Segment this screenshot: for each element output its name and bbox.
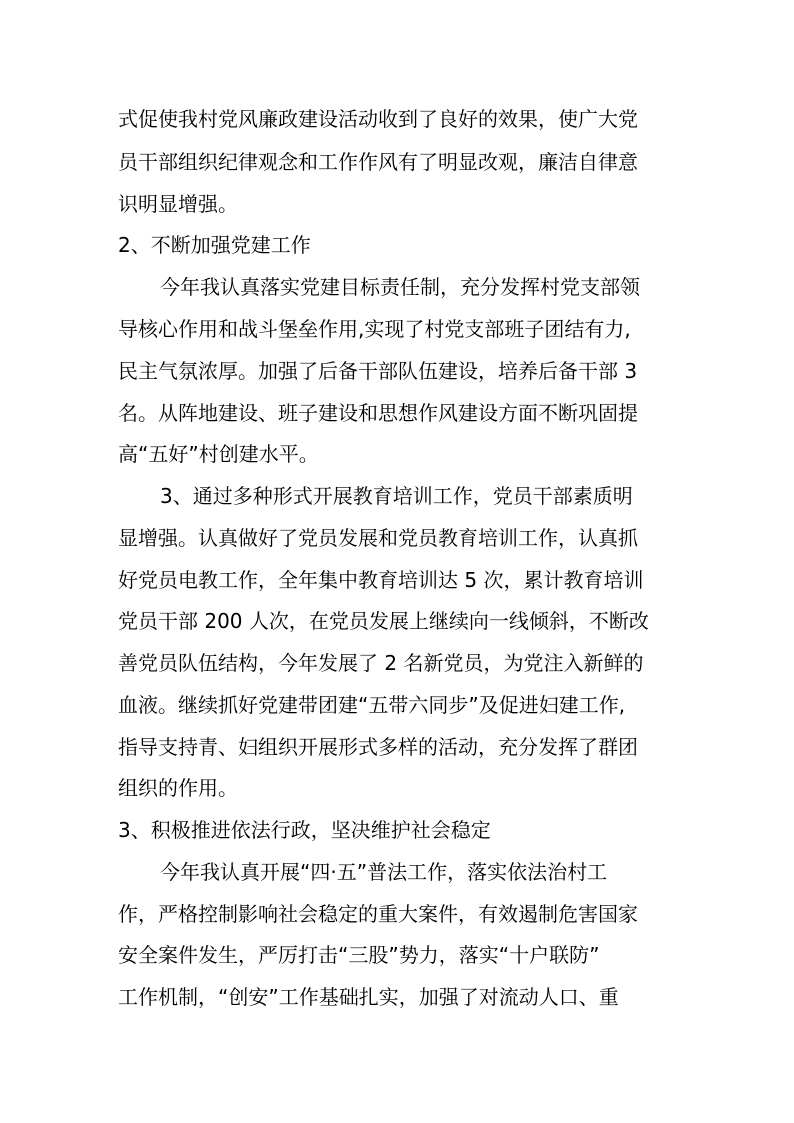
- text-line: 名。从阵地建设、班子建设和思想作风建设方面不断巩固提: [118, 401, 638, 425]
- text-line: 识明显增强。: [118, 192, 238, 216]
- text-line: 3、通过多种形式开展教育培训工作，党员干部素质明: [160, 484, 633, 508]
- text-line: 党员干部 200 人次，在党员发展上继续向一线倾斜，不断改: [118, 609, 649, 633]
- text-line: 组织的作用。: [118, 776, 238, 800]
- text-line: 作，严格控制影响社会稳定的重大案件，有效遏制危害国家: [118, 902, 638, 926]
- text-line: 民主气氛浓厚。加强了后备干部队伍建设，培养后备干部 3: [118, 359, 638, 383]
- text-line: 指导支持青、妇组织开展形式多样的活动，充分发挥了群团: [118, 735, 638, 759]
- text-line: 工作机制，“创安”工作基础扎实，加强了对流动人口、重: [118, 985, 619, 1009]
- text-line: 安全案件发生，严厉打击“三股”势力，落实“十户联防”: [118, 943, 600, 967]
- text-line: 善党员队伍结构，今年发展了 2 名新党员，为党注入新鲜的: [118, 651, 644, 675]
- text-line: 式促使我村党风廉政建设活动收到了良好的效果，使广大党: [118, 107, 638, 131]
- text-line: 血液。继续抓好党建带团建“五带六同步”及促进妇建工作,: [118, 693, 626, 717]
- section-heading: 2、不断加强党建工作: [118, 233, 311, 257]
- text-line: 今年我认真开展“四·五”普法工作，落实依法治村工: [160, 860, 608, 884]
- text-line: 导核心作用和战斗堡垒作用,实现了村党支部班子团结有力,: [118, 317, 631, 341]
- text-line: 高“五好”村创建水平。: [118, 442, 319, 466]
- section-heading: 3、积极推进依法行政，坚决维护社会稳定: [118, 818, 491, 842]
- text-line: 今年我认真落实党建目标责任制，充分发挥村党支部领: [160, 275, 640, 299]
- text-line: 显增强。认真做好了党员发展和党员教育培训工作，认真抓: [118, 526, 638, 550]
- text-line: 好党员电教工作，全年集中教育培训达 5 次，累计教育培训: [118, 568, 644, 592]
- text-line: 员干部组织纪律观念和工作作风有了明显改观，廉洁自律意: [118, 150, 638, 174]
